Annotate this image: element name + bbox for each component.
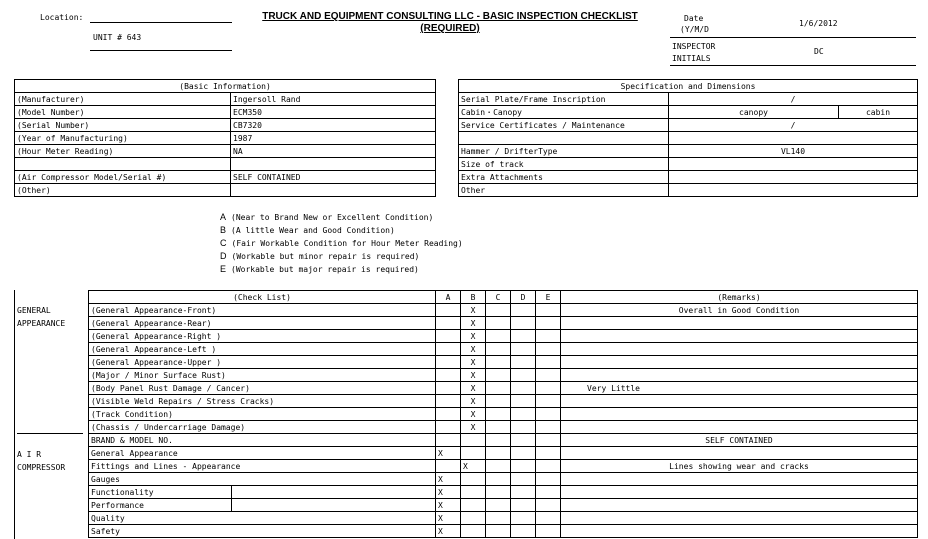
grade-mark (511, 421, 536, 434)
remark-cell (561, 369, 918, 382)
basic-info-value: NA (231, 145, 436, 158)
checklist-row (89, 317, 918, 330)
grade-mark (436, 304, 461, 317)
checklist-item: (General Appearance-Rear) (89, 317, 436, 330)
grade-mark (486, 395, 511, 408)
spec-value (669, 184, 918, 197)
grade-mark (511, 525, 536, 538)
grade-mark (486, 447, 511, 460)
grade-mark (461, 473, 486, 486)
spec-value-2: cabin (839, 106, 918, 119)
basic-info-value: ECM350 (231, 106, 436, 119)
grade-mark (536, 499, 561, 512)
grade-mark (536, 356, 561, 369)
grade-mark: X (436, 473, 461, 486)
document-title-line1: TRUCK AND EQUIPMENT CONSULTING LLC - BASIC INSPECTION CHECKLIST (262, 11, 638, 22)
checklist-row (89, 395, 918, 408)
checklist-item: (Visible Weld Repairs / Stress Cracks) (89, 395, 436, 408)
legend-text: (Near to Brand New or Excellent Condition) (231, 213, 434, 222)
grade-mark (511, 460, 536, 473)
date-label-line1: Date (684, 14, 704, 23)
legend-grade: D (220, 251, 227, 261)
spec-label: Extra Attachments (459, 171, 669, 184)
grade-mark (536, 525, 561, 538)
grade-mark: X (461, 395, 486, 408)
checklist-row (89, 408, 918, 421)
basic-info-value (231, 158, 436, 171)
basic-info-label: (Model Number) (15, 106, 231, 119)
date-underline (670, 37, 916, 38)
basic-info-value (231, 184, 436, 197)
basic-info-label: (Manufacturer) (15, 93, 231, 106)
date-value: 1/6/2012 (799, 19, 838, 28)
basic-info-row (15, 132, 436, 145)
legend-text: (Fair Workable Condition for Hour Meter Reading) (231, 239, 463, 248)
grade-mark (536, 460, 561, 473)
legend-item (220, 237, 463, 250)
legend-text: (A little Wear and Good Condition) (231, 226, 395, 235)
grade-mark (536, 330, 561, 343)
basic-info-row (15, 171, 436, 184)
checklist-item: Safety (89, 525, 436, 538)
legend-grade: A (220, 212, 227, 222)
remark-cell (561, 473, 918, 486)
checklist-row (89, 499, 918, 512)
legend-text: (Workable but minor repair is required) (231, 252, 420, 261)
grade-mark (436, 343, 461, 356)
grade-mark: X (461, 343, 486, 356)
checklist-item: (Major / Minor Surface Rust) (89, 369, 436, 382)
grade-header-b: B (461, 291, 486, 304)
grade-mark (436, 421, 461, 434)
grade-mark: X (461, 382, 486, 395)
spec-row (459, 158, 918, 171)
grade-mark: X (461, 460, 486, 473)
remark-cell (561, 447, 918, 460)
checklist-row (89, 421, 918, 434)
remark-cell (561, 343, 918, 356)
grade-header-e: E (536, 291, 561, 304)
basic-info-label: (Air Compressor Model/Serial #) (15, 171, 231, 184)
checklist-heading: (Check List) (89, 291, 436, 304)
inspector-label-line1: INSPECTOR (672, 42, 716, 51)
checklist-item: (General Appearance-Left ) (89, 343, 436, 356)
spec-label: Cabin・Canopy (459, 106, 669, 119)
grade-header-d: D (511, 291, 536, 304)
grade-mark (436, 382, 461, 395)
checklist-row (89, 447, 918, 460)
location-underline (90, 22, 232, 23)
remark-cell: Very Little (561, 382, 918, 395)
remarks-heading: (Remarks) (561, 291, 918, 304)
grade-mark (486, 525, 511, 538)
spec-value (669, 158, 918, 171)
section-general-line2: APPEARANCE (17, 319, 66, 328)
grade-mark (536, 382, 561, 395)
spec-row (459, 184, 918, 197)
checklist-row (89, 460, 918, 473)
checklist-item: (Chassis / Undercarriage Damage) (89, 421, 436, 434)
grade-mark (486, 317, 511, 330)
grade-mark (486, 330, 511, 343)
grade-mark: X (436, 486, 461, 499)
checklist-item: Functionality (89, 486, 232, 499)
remark-cell (561, 525, 918, 538)
grade-mark (486, 421, 511, 434)
basic-info-label: (Year of Manufacturing) (15, 132, 231, 145)
checklist-row (89, 343, 918, 356)
grade-mark (436, 356, 461, 369)
checklist-row (89, 304, 918, 317)
grade-mark (511, 343, 536, 356)
checklist-row (89, 486, 918, 499)
grade-mark (461, 512, 486, 525)
grade-mark: X (461, 408, 486, 421)
spec-row (459, 106, 918, 119)
section-air-label (17, 448, 65, 474)
section-divider (17, 433, 83, 434)
checklist-item: (General Appearance-Right ) (89, 330, 436, 343)
spec-value (669, 132, 918, 145)
basic-info-value: CB7320 (231, 119, 436, 132)
unit-underline (90, 50, 232, 51)
basic-info-row (15, 184, 436, 197)
grade-mark (511, 395, 536, 408)
checklist-row (89, 512, 918, 525)
document-title-line2: (REQUIRED) (420, 23, 480, 34)
grade-header-c: C (486, 291, 511, 304)
checklist-row (89, 356, 918, 369)
spec-row (459, 119, 918, 132)
grade-mark: X (436, 525, 461, 538)
grade-mark (486, 408, 511, 421)
inspector-label-line2: INITIALS (672, 54, 711, 63)
grade-mark (511, 356, 536, 369)
grade-mark (486, 512, 511, 525)
date-label (680, 13, 709, 35)
checklist-row (89, 369, 918, 382)
legend-item (220, 211, 463, 224)
checklist-table (88, 290, 918, 538)
checklist-row (89, 473, 918, 486)
grade-mark: X (461, 304, 486, 317)
grade-mark (536, 512, 561, 525)
document-title (240, 11, 660, 35)
basic-info-row (15, 106, 436, 119)
grade-mark (436, 317, 461, 330)
remark-cell: SELF CONTAINED (561, 434, 918, 447)
basic-info-value: SELF CONTAINED (231, 171, 436, 184)
checklist-item: (General Appearance-Upper ) (89, 356, 436, 369)
spec-label (459, 132, 669, 145)
remark-cell (561, 512, 918, 525)
basic-info-row (15, 119, 436, 132)
legend-grade: C (220, 238, 227, 248)
grade-mark: X (461, 330, 486, 343)
remark-cell (561, 486, 918, 499)
checklist-item: General Appearance (89, 447, 436, 460)
spec-row (459, 93, 918, 106)
spec-label: Size of track (459, 158, 669, 171)
grade-mark (436, 460, 461, 473)
grade-mark (536, 343, 561, 356)
basic-info-label (15, 158, 231, 171)
checklist-header-row (89, 291, 918, 304)
spec-label: Service Certificates / Maintenance (459, 119, 669, 132)
basic-info-label: (Serial Number) (15, 119, 231, 132)
basic-info-table (14, 79, 436, 197)
basic-info-row (15, 158, 436, 171)
grade-mark (486, 460, 511, 473)
date-label-line2: (Y/M/D (680, 25, 709, 34)
grade-mark (536, 395, 561, 408)
grade-mark: X (461, 356, 486, 369)
grade-mark (536, 421, 561, 434)
remark-cell (561, 330, 918, 343)
remark-cell (561, 356, 918, 369)
grade-mark (536, 447, 561, 460)
spec-value: / (669, 93, 918, 106)
spec-label: Other (459, 184, 669, 197)
spec-value-1: canopy (669, 106, 839, 119)
unit-number: UNIT # 643 (93, 33, 142, 42)
basic-info-heading: (Basic Information) (15, 80, 436, 93)
remark-cell (561, 408, 918, 421)
checklist-item: Quality (89, 512, 436, 525)
grade-mark (486, 499, 511, 512)
section-air-line2: COMPRESSOR (17, 463, 66, 472)
grade-mark (511, 330, 536, 343)
grade-mark (536, 486, 561, 499)
basic-info-label: (Other) (15, 184, 231, 197)
legend-text: (Workable but major repair is required) (231, 265, 419, 274)
section-general-line1: GENERAL (17, 306, 51, 315)
grade-mark (486, 369, 511, 382)
remark-cell (561, 317, 918, 330)
spec-row (459, 132, 918, 145)
spec-label: Hammer / DrifterType (459, 145, 669, 158)
grade-mark (436, 395, 461, 408)
checklist-row (89, 525, 918, 538)
grade-mark (511, 434, 536, 447)
remark-cell (561, 421, 918, 434)
grade-header-a: A (436, 291, 461, 304)
legend-grade: B (220, 225, 227, 235)
spec-label: Serial Plate/Frame Inscription (459, 93, 669, 106)
checklist-item: Gauges (89, 473, 436, 486)
grade-mark (436, 369, 461, 382)
section-general-label (17, 304, 65, 330)
spec-value: / (669, 119, 918, 132)
grade-mark (486, 343, 511, 356)
grade-mark (461, 499, 486, 512)
grade-mark (536, 434, 561, 447)
inspector-initials: DC (814, 47, 824, 56)
inspector-label (672, 41, 715, 65)
remark-cell (561, 395, 918, 408)
grade-mark: X (436, 447, 461, 460)
spec-value (669, 171, 918, 184)
grade-mark (511, 382, 536, 395)
checklist-row (89, 382, 918, 395)
grade-mark (461, 434, 486, 447)
grade-mark (511, 317, 536, 330)
grade-mark (461, 525, 486, 538)
basic-info-label: (Hour Meter Reading) (15, 145, 231, 158)
checklist-item: Performance (89, 499, 232, 512)
grade-mark (511, 369, 536, 382)
grade-mark (486, 434, 511, 447)
inspector-underline (670, 65, 916, 66)
basic-info-value: Ingersoll Rand (231, 93, 436, 106)
grade-mark (461, 486, 486, 499)
section-air-line1: A I R (17, 450, 42, 459)
grade-mark: X (436, 512, 461, 525)
grade-mark (536, 408, 561, 421)
spec-heading: Specification and Dimensions (459, 80, 918, 93)
checklist-item: (Body Panel Rust Damage / Cancer) (89, 382, 436, 395)
grade-legend (220, 211, 463, 276)
grade-mark: X (461, 421, 486, 434)
legend-item (220, 263, 463, 276)
grade-mark (536, 369, 561, 382)
remark-cell: Overall in Good Condition (561, 304, 918, 317)
grade-mark (461, 447, 486, 460)
grade-mark (511, 447, 536, 460)
checklist-item-blank (232, 499, 436, 512)
grade-mark (486, 473, 511, 486)
grade-mark (536, 317, 561, 330)
basic-info-row (15, 145, 436, 158)
grade-mark (536, 304, 561, 317)
checklist-item: (General Appearance-Front) (89, 304, 436, 317)
grade-mark: X (461, 317, 486, 330)
checklist-item: Fittings and Lines - Appearance (89, 460, 436, 473)
checklist-item-blank (232, 486, 436, 499)
basic-info-row (15, 93, 436, 106)
grade-mark (486, 356, 511, 369)
grade-mark (436, 408, 461, 421)
grade-mark (436, 434, 461, 447)
checklist-item: BRAND & MODEL NO. (89, 434, 436, 447)
grade-mark: X (461, 369, 486, 382)
grade-mark (511, 473, 536, 486)
grade-mark (536, 473, 561, 486)
legend-item (220, 224, 463, 237)
grade-mark (511, 408, 536, 421)
grade-mark (486, 382, 511, 395)
legend-item (220, 250, 463, 263)
checklist-row (89, 330, 918, 343)
grade-mark (511, 499, 536, 512)
location-label: Location: (40, 13, 84, 22)
grade-mark (511, 512, 536, 525)
spec-table (458, 79, 918, 197)
spec-row (459, 145, 918, 158)
section-left-border (14, 290, 15, 539)
remark-cell: Lines showing wear and cracks (561, 460, 918, 473)
spec-row (459, 171, 918, 184)
remark-cell (561, 499, 918, 512)
checklist-row (89, 434, 918, 447)
grade-mark: X (436, 499, 461, 512)
grade-mark (511, 304, 536, 317)
basic-info-value: 1987 (231, 132, 436, 145)
grade-mark (486, 486, 511, 499)
grade-mark (511, 486, 536, 499)
checklist-item: (Track Condition) (89, 408, 436, 421)
grade-mark (436, 330, 461, 343)
grade-mark (486, 304, 511, 317)
spec-value: VL140 (669, 145, 918, 158)
legend-grade: E (220, 264, 227, 274)
